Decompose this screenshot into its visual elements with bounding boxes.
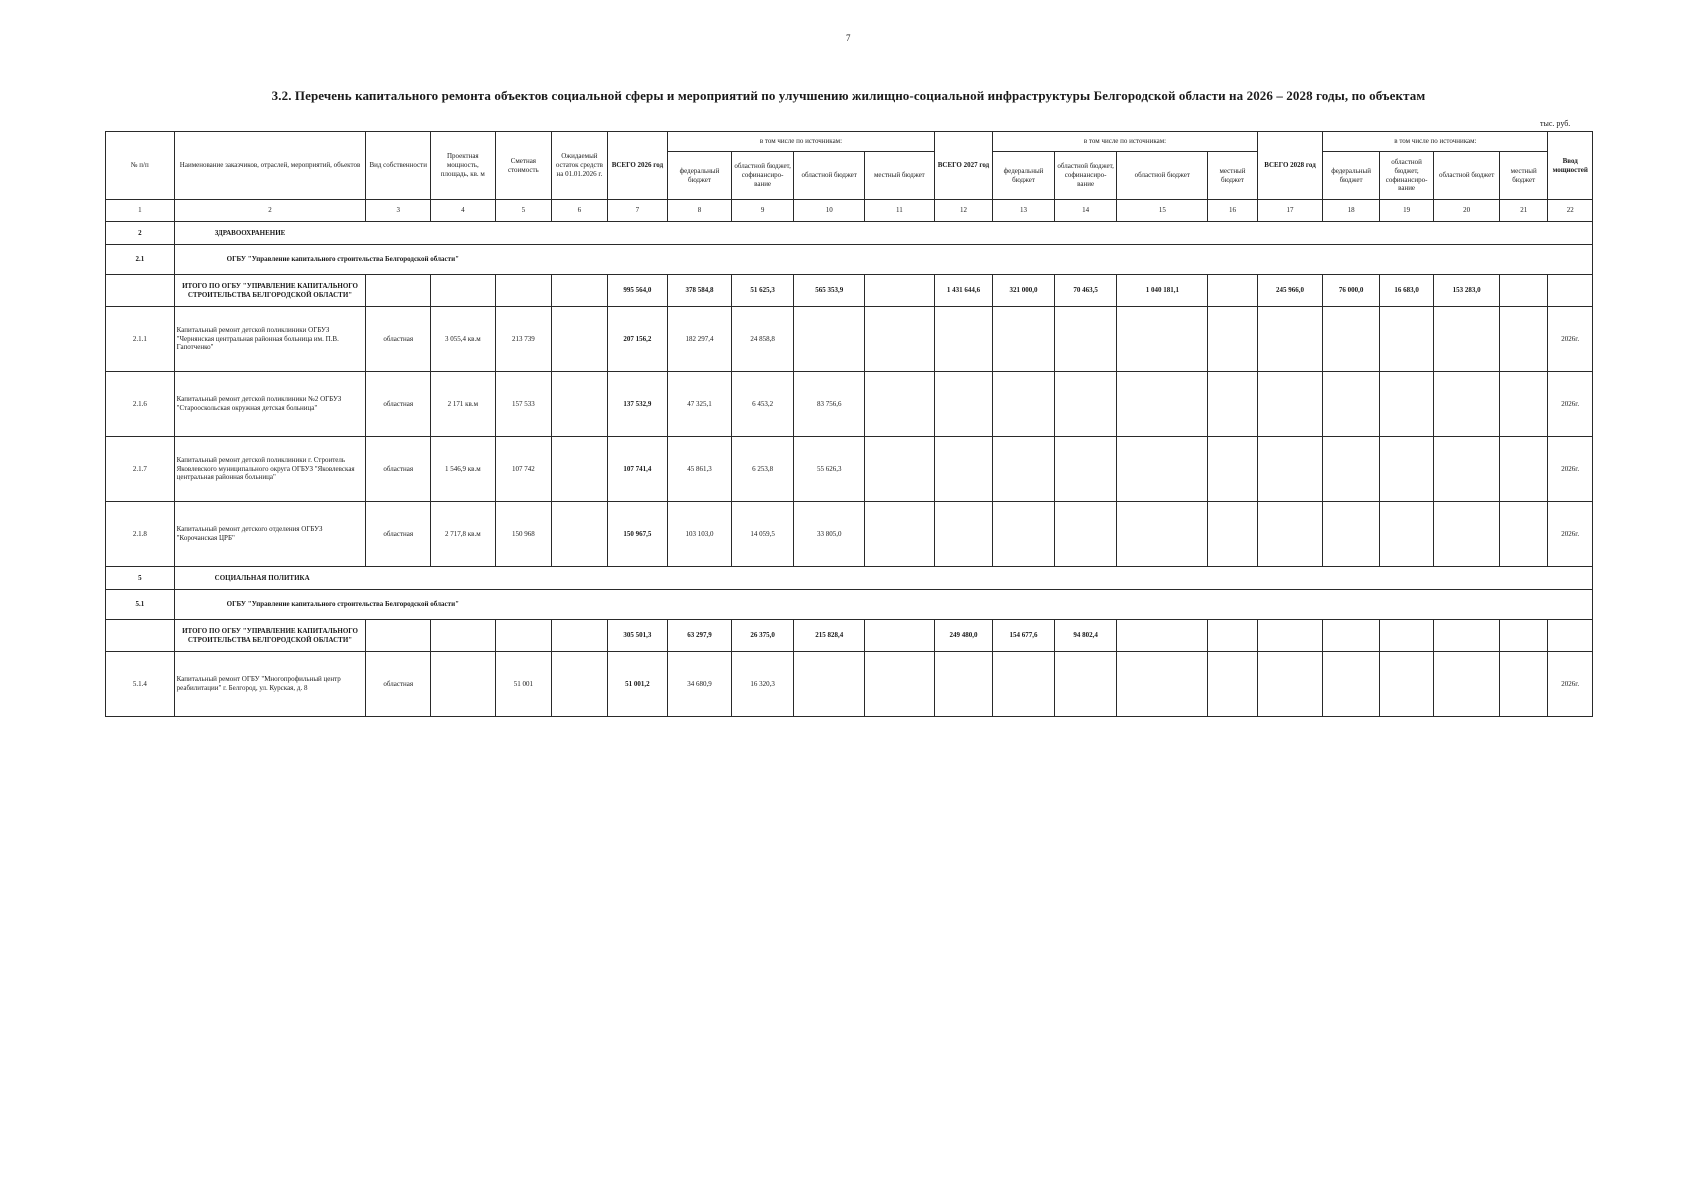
column-number: 21 — [1499, 200, 1547, 222]
table-row — [106, 590, 1593, 620]
row-code: 2.1.7 — [106, 437, 175, 502]
org-title — [174, 590, 1592, 620]
header-regional-2028: областной бюджет — [1434, 152, 1500, 200]
table-cell — [1323, 437, 1380, 502]
table-cell: 34 680,9 — [668, 652, 732, 717]
capital-repair-table — [105, 131, 1593, 717]
table-cell — [1117, 437, 1208, 502]
table-cell — [865, 652, 935, 717]
table-cell — [1117, 652, 1208, 717]
table-cell — [431, 620, 496, 652]
table-cell — [1257, 620, 1323, 652]
column-number: 13 — [993, 200, 1055, 222]
table-cell: 215 828,4 — [794, 620, 865, 652]
table-cell — [1323, 620, 1380, 652]
table-cell — [1257, 502, 1323, 567]
table-cell: 154 677,6 — [993, 620, 1055, 652]
table-cell: 137 532,9 — [607, 372, 668, 437]
row-code: 2.1.1 — [106, 307, 175, 372]
table-cell: 2026г. — [1548, 372, 1593, 437]
object-name: Капитальный ремонт детской поликлиники №2 ОГБУЗ "Старооскольская окружная детская больница" — [174, 372, 366, 437]
table-cell: 94 802,4 — [1054, 620, 1117, 652]
table-cell — [1434, 652, 1500, 717]
table-cell — [993, 437, 1055, 502]
column-number: 12 — [934, 200, 993, 222]
column-numbers-row — [106, 200, 1593, 222]
table-row — [106, 437, 1593, 502]
column-number: 1 — [106, 200, 175, 222]
table-cell — [1117, 372, 1208, 437]
table-cell — [993, 372, 1055, 437]
table-cell: 1 431 644,6 — [934, 275, 993, 307]
header-sources-2028: в том числе по источникам: — [1323, 132, 1548, 152]
table-cell: 378 584,8 — [668, 275, 732, 307]
column-number: 14 — [1054, 200, 1117, 222]
table-cell — [495, 620, 552, 652]
header-sources-2026: в том числе по источникам: — [668, 132, 935, 152]
row-code — [106, 620, 175, 652]
table-cell: областная — [366, 372, 431, 437]
table-cell — [1117, 502, 1208, 567]
table-row — [106, 222, 1593, 245]
table-cell — [1499, 307, 1547, 372]
table-cell: 14 059,5 — [731, 502, 794, 567]
table-cell: 213 739 — [495, 307, 552, 372]
org-code: 2.1 — [106, 245, 175, 275]
table-cell: 207 156,2 — [607, 307, 668, 372]
table-cell — [934, 502, 993, 567]
header-federal-2028: федеральный бюджет — [1323, 152, 1380, 200]
table-cell — [934, 652, 993, 717]
table-cell — [1323, 502, 1380, 567]
header-num: № п/п — [106, 132, 175, 200]
table-cell — [431, 275, 496, 307]
total-name: ИТОГО ПО ОГБУ "УПРАВЛЕНИЕ КАПИТАЛЬНОГО СТРОИТЕЛЬСТВА БЕЛГОРОДСКОЙ ОБЛАСТИ" — [174, 620, 366, 652]
table-cell: 245 966,0 — [1257, 275, 1323, 307]
table-cell: 103 103,0 — [668, 502, 732, 567]
table-cell — [1054, 307, 1117, 372]
table-cell: 2026г. — [1548, 652, 1593, 717]
table-row — [106, 307, 1593, 372]
table-cell: 1 040 181,1 — [1117, 275, 1208, 307]
table-cell — [1323, 372, 1380, 437]
object-name: Капитальный ремонт детской поликлиники ОГБУЗ "Чернянская центральная районная больница им. П.В. Гапотченко" — [174, 307, 366, 372]
column-number: 18 — [1323, 200, 1380, 222]
table-cell — [552, 275, 608, 307]
table-cell: 321 000,0 — [993, 275, 1055, 307]
row-code: 5.1.4 — [106, 652, 175, 717]
table-cell — [934, 437, 993, 502]
table-row — [106, 502, 1593, 567]
table-cell — [1054, 502, 1117, 567]
column-number: 5 — [495, 200, 552, 222]
table-cell: 1 546,9 кв.м — [431, 437, 496, 502]
table-cell — [794, 652, 865, 717]
table-cell — [1379, 372, 1434, 437]
table-cell — [1208, 502, 1257, 567]
org-title-text: ОГБУ "Управление капитального строительства Белгородской области" — [226, 255, 459, 264]
section-title: СОЦИАЛЬНАЯ ПОЛИТИКА — [174, 567, 1592, 590]
table-cell — [1379, 620, 1434, 652]
table-row — [106, 652, 1593, 717]
object-name: Капитальный ремонт ОГБУ "Многопрофильный центр реабилитации" г. Белгород, ул. Курская, д. 8 — [174, 652, 366, 717]
table-cell: 24 858,8 — [731, 307, 794, 372]
header-commissioning: Ввод мощностей — [1548, 132, 1593, 200]
table-cell — [1499, 372, 1547, 437]
table-cell — [1434, 502, 1500, 567]
table-cell — [552, 652, 608, 717]
table-cell: 70 463,5 — [1054, 275, 1117, 307]
table-cell: 3 055,4 кв.м — [431, 307, 496, 372]
header-federal-2026: федеральный бюджет — [668, 152, 732, 200]
table-cell — [1434, 372, 1500, 437]
table-cell — [934, 307, 993, 372]
table-cell — [1208, 437, 1257, 502]
table-cell — [1499, 502, 1547, 567]
table-cell — [1323, 652, 1380, 717]
column-number: 3 — [366, 200, 431, 222]
table-cell: областная — [366, 502, 431, 567]
table-cell — [1499, 275, 1547, 307]
column-number: 11 — [865, 200, 935, 222]
table-cell: 51 001 — [495, 652, 552, 717]
table-cell — [552, 620, 608, 652]
table-row — [106, 245, 1593, 275]
table-cell — [1208, 307, 1257, 372]
table-cell: 83 756,6 — [794, 372, 865, 437]
table-cell — [865, 275, 935, 307]
table-cell: областная — [366, 307, 431, 372]
table-cell: 107 742 — [495, 437, 552, 502]
table-cell — [1208, 372, 1257, 437]
table-cell — [1379, 502, 1434, 567]
column-number: 4 — [431, 200, 496, 222]
column-number: 19 — [1379, 200, 1434, 222]
table-cell: областная — [366, 437, 431, 502]
column-number: 15 — [1117, 200, 1208, 222]
header-cofinance-2028: областной бюджет, софинансиро-вание — [1379, 152, 1434, 200]
column-number: 22 — [1548, 200, 1593, 222]
table-cell: 107 741,4 — [607, 437, 668, 502]
table-cell — [1548, 620, 1593, 652]
column-number: 16 — [1208, 200, 1257, 222]
org-code: 5.1 — [106, 590, 175, 620]
table-cell — [993, 652, 1055, 717]
table-cell: 182 297,4 — [668, 307, 732, 372]
table-cell — [1379, 437, 1434, 502]
table-row — [106, 372, 1593, 437]
table-cell: 305 501,3 — [607, 620, 668, 652]
table-cell — [366, 620, 431, 652]
table-cell — [1208, 275, 1257, 307]
header-regional-2026: областной бюджет — [794, 152, 865, 200]
table-cell — [865, 502, 935, 567]
table-cell — [1054, 372, 1117, 437]
table-cell — [993, 502, 1055, 567]
section-title: ЗДРАВООХРАНЕНИЕ — [174, 222, 1592, 245]
table-cell — [1257, 372, 1323, 437]
table-body — [106, 132, 1593, 717]
table-cell — [1208, 652, 1257, 717]
table-cell — [1117, 620, 1208, 652]
header-regional-2027: областной бюджет — [1117, 152, 1208, 200]
header-ownership: Вид собственности — [366, 132, 431, 200]
table-cell — [552, 502, 608, 567]
table-cell: 153 283,0 — [1434, 275, 1500, 307]
row-code: 2.1.8 — [106, 502, 175, 567]
table-cell: 157 533 — [495, 372, 552, 437]
column-number: 9 — [731, 200, 794, 222]
table-cell: 150 967,5 — [607, 502, 668, 567]
column-number: 7 — [607, 200, 668, 222]
table-cell — [431, 652, 496, 717]
column-number: 2 — [174, 200, 366, 222]
row-code: 2.1.6 — [106, 372, 175, 437]
table-cell — [934, 372, 993, 437]
header-capacity: Проектная мощность, площадь, кв. м — [431, 132, 496, 200]
column-number: 8 — [668, 200, 732, 222]
table-cell: 45 861,3 — [668, 437, 732, 502]
table-cell — [1379, 652, 1434, 717]
table-cell: 2026г. — [1548, 437, 1593, 502]
object-name: Капитальный ремонт детской поликлиники г. Строитель Яковлевского муниципального округа ОГБУЗ "Яковлевская центральная районная больница" — [174, 437, 366, 502]
table-cell: областная — [366, 652, 431, 717]
table-cell: 16 683,0 — [1379, 275, 1434, 307]
units-label: тыс. руб. — [1540, 119, 1571, 128]
table-row — [106, 620, 1593, 652]
table-cell: 6 253,8 — [731, 437, 794, 502]
table-cell — [1208, 620, 1257, 652]
table-cell — [865, 437, 935, 502]
table-cell: 76 000,0 — [1323, 275, 1380, 307]
table-cell — [1379, 307, 1434, 372]
table-cell — [1434, 437, 1500, 502]
header-federal-2027: федеральный бюджет — [993, 152, 1055, 200]
table-cell — [1257, 307, 1323, 372]
table-cell — [1499, 652, 1547, 717]
table-row — [106, 567, 1593, 590]
org-title-text: ОГБУ "Управление капитального строительства Белгородской области" — [226, 600, 459, 609]
section-code: 5 — [106, 567, 175, 590]
table-cell — [865, 307, 935, 372]
table-cell: 51 625,3 — [731, 275, 794, 307]
table-cell — [1117, 307, 1208, 372]
table-cell: 55 626,3 — [794, 437, 865, 502]
header-estimate: Сметная стоимость — [495, 132, 552, 200]
header-cofinance-2026: областной бюджет, софинансиро-вание — [731, 152, 794, 200]
table-cell — [1434, 620, 1500, 652]
table-cell: 51 001,2 — [607, 652, 668, 717]
table-cell — [552, 437, 608, 502]
table-cell — [1499, 620, 1547, 652]
table-cell — [495, 275, 552, 307]
table-cell — [552, 372, 608, 437]
table-cell — [1499, 437, 1547, 502]
table-cell: 33 805,0 — [794, 502, 865, 567]
table-cell — [1054, 437, 1117, 502]
total-name: ИТОГО ПО ОГБУ "УПРАВЛЕНИЕ КАПИТАЛЬНОГО СТРОИТЕЛЬСТВА БЕЛГОРОДСКОЙ ОБЛАСТИ" — [174, 275, 366, 307]
column-number: 6 — [552, 200, 608, 222]
table-cell — [1323, 307, 1380, 372]
page-title: 3.2. Перечень капитального ремонта объектов социальной сферы и мероприятий по улучшению жилищно-социальной инфраструктуры Белгородской области на 2026 – 2028 годы, по объектам — [271, 88, 1426, 103]
table-cell — [1257, 652, 1323, 717]
table-cell: 16 320,3 — [731, 652, 794, 717]
header-remainder: Ожидаемый остаток средств на 01.01.2026 г. — [552, 132, 608, 200]
table-cell: 2 171 кв.м — [431, 372, 496, 437]
table-cell: 2 717,8 кв.м — [431, 502, 496, 567]
table-cell — [1548, 275, 1593, 307]
table-cell: 2026г. — [1548, 502, 1593, 567]
object-name: Капитальный ремонт детского отделения ОГБУЗ "Корочанская ЦРБ" — [174, 502, 366, 567]
table-cell — [366, 275, 431, 307]
table-cell: 26 375,0 — [731, 620, 794, 652]
header-sources-2027: в том числе по источникам: — [993, 132, 1257, 152]
header-cofinance-2027: областной бюджет, софинансиро-вание — [1054, 152, 1117, 200]
table-cell — [865, 620, 935, 652]
header-row-1 — [106, 132, 1593, 152]
section-code: 2 — [106, 222, 175, 245]
table-cell: 249 480,0 — [934, 620, 993, 652]
header-total-2026: ВСЕГО 2026 год — [607, 132, 668, 200]
table-row — [106, 275, 1593, 307]
header-name: Наименование заказчиков, отраслей, мероприятий, объектов — [174, 132, 366, 200]
table-cell — [1434, 307, 1500, 372]
header-total-2028: ВСЕГО 2028 год — [1257, 132, 1323, 200]
header-local-2027: местный бюджет — [1208, 152, 1257, 200]
header-local-2026: местный бюджет — [865, 152, 935, 200]
table-cell — [794, 307, 865, 372]
org-title — [174, 245, 1592, 275]
header-local-2028: местный бюджет — [1499, 152, 1547, 200]
row-code — [106, 275, 175, 307]
table-cell: 565 353,9 — [794, 275, 865, 307]
column-number: 17 — [1257, 200, 1323, 222]
column-number: 10 — [794, 200, 865, 222]
table-cell: 995 564,0 — [607, 275, 668, 307]
table-cell: 6 453,2 — [731, 372, 794, 437]
header-total-2027: ВСЕГО 2027 год — [934, 132, 993, 200]
table-cell — [993, 307, 1055, 372]
table-cell: 47 325,1 — [668, 372, 732, 437]
table-cell — [1257, 437, 1323, 502]
table-cell: 2026г. — [1548, 307, 1593, 372]
table-cell — [552, 307, 608, 372]
column-number: 20 — [1434, 200, 1500, 222]
table-cell — [865, 372, 935, 437]
page-number: 7 — [846, 33, 851, 43]
table-cell: 63 297,9 — [668, 620, 732, 652]
table-cell: 150 968 — [495, 502, 552, 567]
table-cell — [1054, 652, 1117, 717]
